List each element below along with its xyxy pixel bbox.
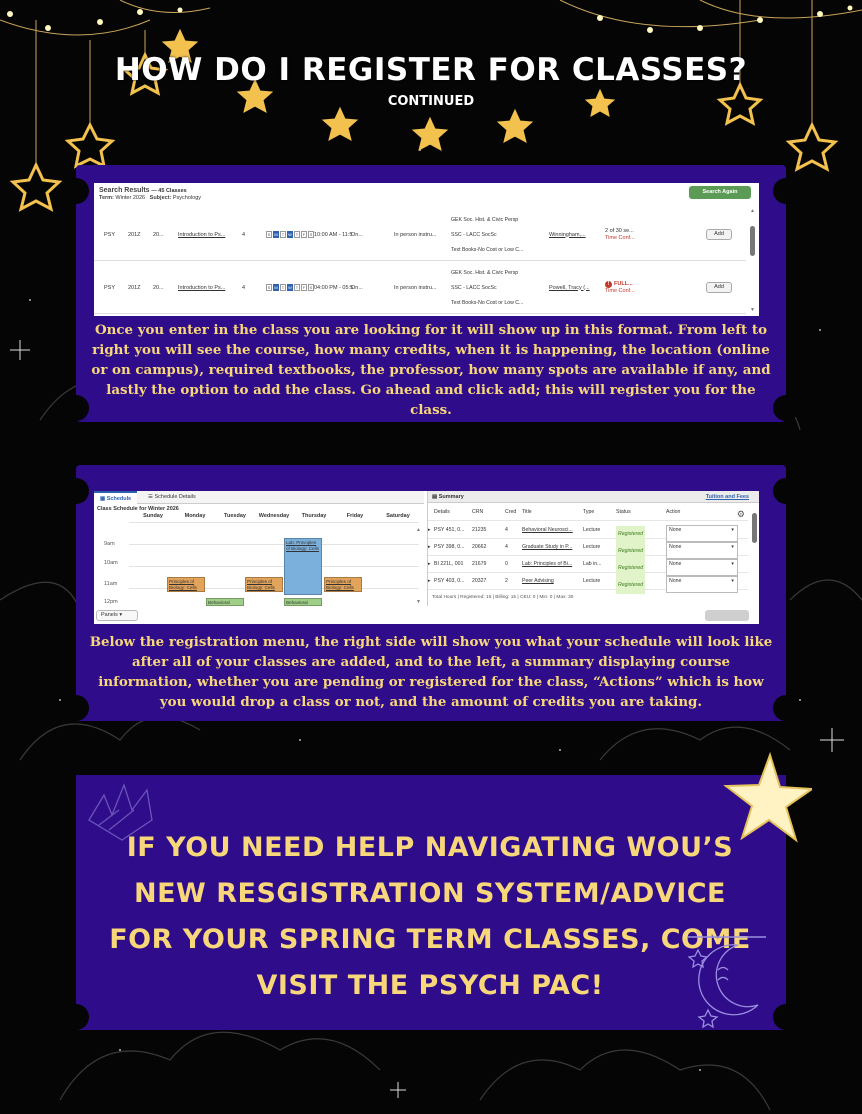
instruction-method: In person instru... bbox=[394, 231, 437, 238]
panel-notch bbox=[63, 178, 89, 204]
day-indicator: S bbox=[267, 232, 271, 237]
calendar-event-lab[interactable]: Lab: Principles of Biology: Cells bbox=[284, 538, 322, 595]
course-number: 201Z bbox=[128, 284, 141, 291]
time-conflict: Time Conf... bbox=[605, 287, 635, 294]
table-row bbox=[94, 208, 746, 261]
tab-schedule-details[interactable] bbox=[142, 491, 202, 504]
page-title: HOW DO I REGISTER FOR CLASSES? bbox=[114, 52, 748, 88]
calendar-event[interactable]: Behavioral bbox=[206, 598, 244, 606]
attribute-item: GEK Soc. Hist. & Civic Persp bbox=[451, 269, 519, 276]
course-section: 20... bbox=[153, 284, 164, 291]
campus: On... bbox=[351, 284, 363, 291]
gridline bbox=[129, 544, 419, 545]
course-details: BI 221L, 001 bbox=[434, 561, 464, 567]
course-title-link[interactable]: Lab: Principles of Bi... bbox=[522, 561, 573, 567]
full-badge bbox=[605, 281, 635, 288]
scrollbar-thumb[interactable] bbox=[752, 513, 757, 543]
seats-available: 2 of 30 se... bbox=[605, 227, 634, 234]
results-scrollbar[interactable] bbox=[749, 208, 756, 313]
star-doodle-icon bbox=[712, 750, 812, 845]
action-select[interactable] bbox=[666, 576, 738, 593]
meeting-times bbox=[266, 261, 353, 314]
credits: 4 bbox=[505, 527, 508, 533]
course-title-link[interactable]: Peer Advising bbox=[522, 578, 554, 584]
calendar-event[interactable]: Principles of Biology: Cells bbox=[245, 577, 283, 592]
column-header: Action bbox=[666, 509, 681, 515]
scroll-up-icon[interactable]: ▲ bbox=[750, 208, 755, 214]
attribute-item: SSC - LACC SocSc bbox=[451, 284, 497, 291]
campus: On... bbox=[351, 231, 363, 238]
course-section: 20... bbox=[153, 231, 164, 238]
scroll-down-icon[interactable]: ▼ bbox=[416, 599, 421, 605]
day-indicator: M bbox=[274, 232, 278, 237]
day-header: Thursday bbox=[301, 513, 327, 519]
meeting-days bbox=[266, 284, 314, 291]
schedule-type: Lecture bbox=[583, 544, 601, 550]
calendar-event[interactable]: Principles of Biology: Cells bbox=[324, 577, 362, 592]
day-indicator: F bbox=[302, 285, 306, 290]
attribute-item: SSC - LACC SocSc bbox=[451, 231, 497, 238]
course-subject: PSY bbox=[104, 231, 116, 238]
tab-schedule-details-label: Schedule Details bbox=[154, 494, 196, 500]
course-title-link[interactable]: Graduate Study in P... bbox=[522, 544, 573, 550]
add-cell bbox=[706, 261, 732, 314]
action-value: None bbox=[669, 561, 682, 567]
tab-schedule-label: Schedule bbox=[106, 496, 132, 502]
search-results-screenshot bbox=[94, 183, 759, 316]
expand-icon[interactable]: ▸ bbox=[428, 561, 431, 567]
course-details: PSY 398, 0... bbox=[434, 544, 465, 550]
time-label: 10am bbox=[104, 560, 118, 566]
schedule-type: Lecture bbox=[583, 527, 601, 533]
schedule-title: Class Schedule for Winter 2026 bbox=[97, 506, 179, 512]
summary-header bbox=[428, 491, 759, 503]
table-row bbox=[428, 539, 748, 556]
search-results-header bbox=[99, 187, 201, 201]
day-indicator: S bbox=[309, 285, 313, 290]
panel-notch bbox=[63, 478, 89, 504]
course-details: PSY 451, 0... bbox=[434, 527, 465, 533]
doodle-icon bbox=[84, 780, 174, 850]
day-header: Friday bbox=[346, 513, 364, 519]
weekly-calendar bbox=[94, 513, 424, 605]
status-badge: Registered bbox=[616, 577, 645, 594]
panel-notch bbox=[773, 178, 799, 204]
status-badge: Registered bbox=[616, 526, 645, 543]
expand-icon[interactable]: ▸ bbox=[428, 578, 431, 584]
list-icon: ☰ bbox=[148, 494, 153, 500]
day-indicator: S bbox=[309, 232, 313, 237]
course-number: 201Z bbox=[128, 231, 141, 238]
calendar-event[interactable]: Principles of Biology: Cells bbox=[167, 577, 205, 592]
caption-schedule-summary: Below the registration menu, the right side will show you what your schedule will look like after all of your classes are added, and to the left, a summary displaying course information, whether you are pending or registered for the class, “Actions” which is how you would drop a class or not, and the amount of credits you are taking. bbox=[89, 634, 773, 710]
panel-notch bbox=[773, 1004, 799, 1030]
column-header: Type bbox=[583, 509, 595, 515]
scroll-up-icon[interactable]: ▲ bbox=[416, 527, 421, 533]
credits: 4 bbox=[505, 544, 508, 550]
course-title-link[interactable]: Introduction to Ps... bbox=[178, 284, 226, 291]
course-credits: 4 bbox=[242, 231, 246, 238]
course-attributes bbox=[451, 261, 523, 314]
attribute-item: GEK Soc. Hist. & Civic Persp bbox=[451, 216, 519, 223]
instructor-link[interactable]: Winningham,... bbox=[549, 231, 586, 238]
gridline bbox=[129, 522, 419, 523]
day-header: Wednesday bbox=[258, 513, 290, 519]
seat-availability bbox=[605, 208, 635, 261]
time-label: 9am bbox=[104, 541, 115, 547]
course-attributes bbox=[451, 208, 523, 261]
expand-icon[interactable]: ▸ bbox=[428, 544, 431, 550]
column-header: Status bbox=[616, 509, 631, 515]
search-results-table bbox=[94, 208, 746, 314]
page-subtitle: CONTINUED bbox=[387, 94, 475, 109]
calendar-event[interactable]: Behavioral bbox=[284, 598, 322, 606]
total-hours: Total Hours | Registered: 15 | Billing: 15 | CEU: 0 | Min: 0 | Max: 30 bbox=[432, 595, 574, 600]
course-title-link[interactable]: Introduction to Ps... bbox=[178, 231, 226, 238]
add-button[interactable]: Add bbox=[706, 282, 732, 293]
credits: 0 bbox=[505, 561, 508, 567]
schedule-tabs bbox=[94, 491, 424, 504]
submit-button[interactable] bbox=[705, 610, 749, 621]
schedule-screenshot bbox=[94, 491, 759, 624]
day-indicator: T bbox=[281, 285, 285, 290]
panels-label: Panels bbox=[101, 612, 118, 618]
tab-schedule[interactable] bbox=[94, 491, 137, 504]
moon-doodle-icon bbox=[688, 935, 768, 1030]
action-value: None bbox=[669, 544, 682, 550]
meeting-times bbox=[266, 208, 352, 261]
status-badge: Registered bbox=[616, 543, 645, 560]
day-indicator: W bbox=[288, 232, 292, 237]
meeting-time: 10:00 AM - 11:5 bbox=[314, 231, 353, 238]
day-indicator: T bbox=[295, 232, 299, 237]
crn: 21679 bbox=[472, 561, 487, 567]
term-label: Term: bbox=[99, 195, 114, 201]
scrollbar-thumb[interactable] bbox=[750, 226, 755, 256]
panel-notch bbox=[773, 478, 799, 504]
subject-label: Subject: bbox=[149, 195, 172, 201]
summary-icon: ▤ bbox=[432, 494, 438, 500]
meeting-days bbox=[266, 231, 314, 238]
availability-text bbox=[605, 281, 635, 295]
crn: 20662 bbox=[472, 544, 487, 550]
day-indicator: T bbox=[295, 285, 299, 290]
day-indicator: T bbox=[281, 232, 285, 237]
table-row bbox=[94, 261, 746, 314]
summary-table-header bbox=[428, 504, 748, 521]
add-cell bbox=[706, 208, 732, 261]
search-results-count: — 45 Classes bbox=[151, 188, 187, 194]
summary-pane bbox=[427, 491, 759, 606]
column-header: Details bbox=[434, 509, 450, 515]
tuition-fees-link[interactable]: Tuition and Fees bbox=[705, 494, 749, 500]
column-header: Cred bbox=[505, 509, 517, 515]
alert-icon: ! bbox=[605, 281, 612, 288]
day-indicator: S bbox=[267, 285, 271, 290]
subject-value: Psychology bbox=[172, 195, 202, 201]
instructor-link[interactable]: Powell, Tracy (... bbox=[549, 284, 590, 291]
expand-icon[interactable]: ▸ bbox=[428, 527, 431, 533]
column-header: Title bbox=[522, 509, 532, 515]
instruction-method: In person instru... bbox=[394, 284, 437, 291]
table-row bbox=[428, 573, 748, 590]
gear-icon[interactable]: ⚙ bbox=[736, 509, 745, 519]
schedule-type: Lab in... bbox=[583, 561, 602, 567]
course-details: PSY 403, 0... bbox=[434, 578, 465, 584]
summary-title: Summary bbox=[438, 494, 464, 500]
day-indicator: W bbox=[288, 285, 292, 290]
day-header: Monday bbox=[184, 513, 206, 519]
table-row bbox=[428, 556, 748, 573]
crn: 21235 bbox=[472, 527, 487, 533]
course-subject: PSY bbox=[104, 284, 116, 291]
day-header: Tuesday bbox=[224, 513, 246, 519]
chevron-down-icon: ▾ bbox=[119, 612, 123, 618]
meeting-time: 04:00 PM - 05:5 bbox=[314, 284, 354, 291]
column-header: CRN bbox=[472, 509, 484, 515]
chevron-down-icon: ▾ bbox=[731, 544, 734, 550]
calendar-icon: ▦ bbox=[100, 496, 106, 502]
attribute-item: Text Books-No Cost or Low C... bbox=[451, 299, 524, 306]
day-indicator: M bbox=[274, 285, 278, 290]
scroll-down-icon[interactable]: ▼ bbox=[750, 307, 755, 313]
time-conflict: Time Conf... bbox=[605, 234, 635, 241]
help-call-to-action: IF YOU NEED HELP NAVIGATING WOU’S NEW RESGISTRATION SYSTEM/ADVICE FOR YOUR SPRING TERM CLASSES, COME VISIT THE PSYCH PAC! bbox=[109, 832, 751, 1001]
credits: 2 bbox=[505, 578, 508, 584]
search-again-button[interactable]: Search Again bbox=[689, 186, 751, 199]
search-results-meta bbox=[99, 195, 201, 201]
seat-availability bbox=[605, 261, 635, 314]
action-value: None bbox=[669, 527, 682, 533]
chevron-down-icon: ▾ bbox=[731, 527, 734, 533]
caption-search-results: Once you enter in the class you are looking for it will show up in this format. From left to right you will see the course, how many credits, when it is happening, the location (online or on campus), required textbooks, the professor, how many spots are available if any, and lastly the option to add the class. Go ahead and click add; this will register you for the class. bbox=[91, 322, 771, 418]
time-label: 11am bbox=[104, 581, 118, 587]
attribute-item: Text Books-No Cost or Low C... bbox=[451, 246, 524, 253]
chevron-down-icon: ▾ bbox=[731, 578, 734, 584]
schedule-type: Lecture bbox=[583, 578, 601, 584]
chevron-down-icon: ▾ bbox=[731, 561, 734, 567]
day-indicator: F bbox=[302, 232, 306, 237]
term-value: Winter 2026 bbox=[115, 195, 146, 201]
action-value: None bbox=[669, 578, 682, 584]
panel-notch bbox=[63, 1004, 89, 1030]
time-label: 12pm bbox=[104, 599, 118, 605]
add-button[interactable]: Add bbox=[706, 229, 732, 240]
status-badge: Registered bbox=[616, 560, 645, 577]
day-header: Sunday bbox=[143, 513, 163, 519]
search-results-title: Search Results bbox=[99, 187, 150, 194]
panels-dropdown[interactable] bbox=[96, 610, 138, 621]
day-header: Saturday bbox=[386, 513, 410, 519]
course-credits: 4 bbox=[242, 284, 246, 291]
full-label: FULL... bbox=[614, 280, 633, 287]
course-title-link[interactable]: Behavioral Neurosci... bbox=[522, 527, 573, 533]
gridline bbox=[129, 566, 419, 567]
table-row bbox=[428, 522, 748, 539]
availability-text bbox=[605, 228, 635, 242]
crn: 20327 bbox=[472, 578, 487, 584]
